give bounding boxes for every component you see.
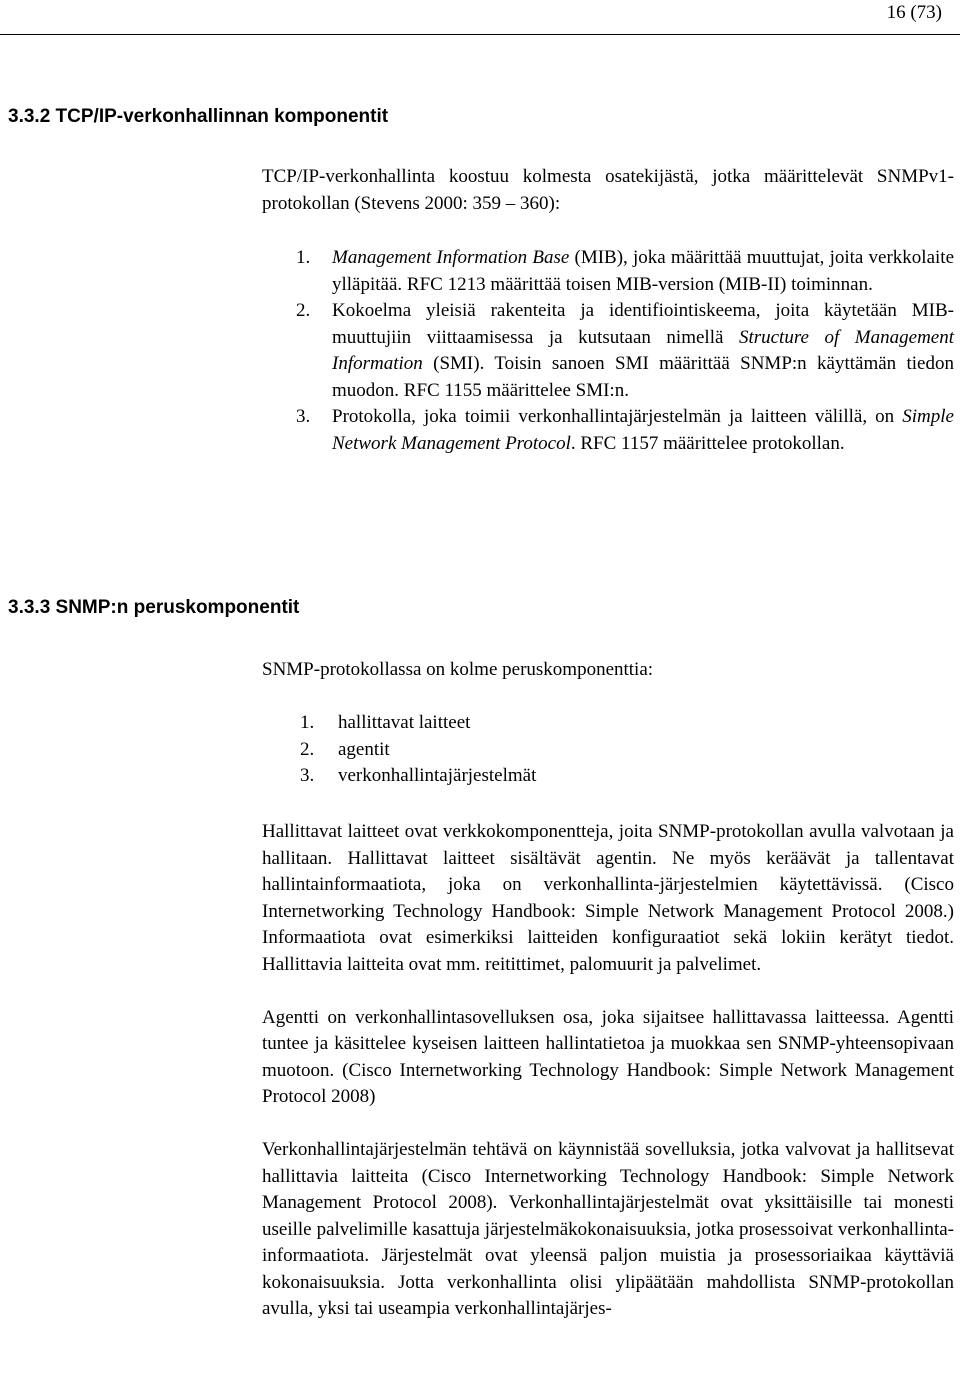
list-item-text: (MIB), joka määrittää muuttujat, joita verkkolaite ylläpitää. RFC 1213 määrittää toisen MIB-version (MIB-II) toiminnan. [332,247,955,295]
body-paragraph: Agentti on verkonhallintasovelluksen osa, joka sijaitsee hallittavassa laitteessa. Agentti tuntee ja käsittelee kyseisen laitteen hallintatietoa ja muokkaa sen SNMP-yhteensopivaan muotoon. (Cisco Internetworking Technology Handbook: Simple Network Management Protocol 2008) [262,1006,954,1107]
list-item-label: verkonhallintajärjestelmät [338,765,537,786]
body-paragraph: Verkonhallintajärjestelmän tehtävä on käynnistää sovelluksia, jotka valvovat ja hallitsevat hallittavia laitteita (Cisco Internetworking Technology Handbook: Simple Network Management Protocol 2008). Verkonhallintajärjestelmät ovat yksittäisille tai monesti useille palvelimille kasattuja järjestelmäkokonaisuuksia, jotka prosessoivat verkonhallinta-informaatiota. Järjestelmät ovat yleensä paljon muistia ja prosessoriaikaa käyttäviä kokonaisuuksia. Jotta verkonhallinta olisi ylipäätään mahdollista SNMP-protokollan avulla, yksi tai useampia verkonhallintajärjes- [262,1139,954,1319]
list-item-text: Kokoelma yleisiä rakenteita ja identifiointiskeema, joita käytetään MIB-muuttujiin viittaamisessa ja kutsutaan nimellä [332,300,954,348]
list-item-number: 2. [296,300,311,321]
page-number: 16 (73) [886,2,942,23]
list-item-text: . RFC 1157 määrittelee protokollan. [570,432,845,454]
list-item [296,245,954,298]
list-item-italic: Structure of Management Information [332,326,954,374]
list-item-italic: Management Information Base [332,247,570,268]
components-list [296,245,954,457]
section-heading-3-3-3: 3.3.3 SNMP:n peruskomponentit [8,597,300,618]
list-item-number: 1. [300,712,315,733]
body-paragraph: Hallittavat laitteet ovat verkkokomponentteja, joita SNMP-protokollan avulla valvotaan ja hallitaan. Hallittavat laitteet sisältävät agentin. Ne myös keräävät ja tallentavat hallintainformaatiota, joka on verkonhallinta-järjestelmien käytettävissä. (Cisco Internetworking Technology Handbook: Simple Network Management Protocol 2008.) Informaatiota ovat esimerkiksi laitteiden konfiguraatiot sekä lokiin kerätyt tiedot. Hallittavia laitteita ovat mm. reitittimet, palomuurit ja palvelimet. [262,821,954,975]
section-3-3-2-intro [262,164,954,244]
list-item-number: 3. [300,765,315,786]
intro-paragraph: TCP/IP-verkonhallinta koostuu kolmesta osatekijästä, jotka määrittelevät SNMPv1-protokollan (Stevens 2000: 359 – 360): [262,166,954,214]
intro-paragraph: SNMP-protokollassa on kolme peruskomponenttia: [262,659,654,680]
list-item [300,737,536,764]
list-item-label: hallittavat laitteet [338,712,471,733]
header-rule [0,34,960,35]
list-item-number: 2. [300,738,315,760]
list-item-label: agentit [338,738,390,760]
list-item-italic: Simple Network Management Protocol [332,406,954,454]
section-heading-3-3-2: 3.3.2 TCP/IP-verkonhallinnan komponentit [8,106,389,127]
list-item [300,710,536,737]
list-item-text: Protokolla, joka toimii verkonhallintajärjestelmän ja laitteen välillä, on [332,406,903,427]
section-3-3-3-intro [262,657,954,710]
list-item [296,404,954,457]
basic-components-list [300,710,536,790]
list-item-text: (SMI). Toisin sanoen SMI määrittää SNMP:n käyttämän tiedon muodon. RFC 1155 määrittelee SMI:n. [332,353,954,401]
list-item [296,298,954,404]
section-3-3-3-body [262,819,954,1349]
list-item [300,763,536,790]
list-item-number: 3. [296,406,311,427]
list-item-number: 1. [296,247,311,268]
